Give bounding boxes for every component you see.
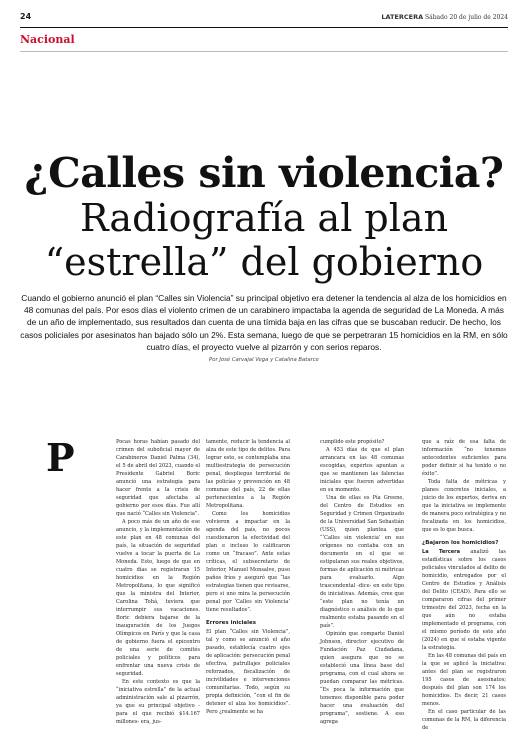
headline-line-1: ¿Calles sin violencia?	[24, 149, 504, 197]
masthead	[381, 13, 508, 21]
page-header	[20, 12, 508, 26]
subheading-bajaron-los-homicidios: ¿Bajaron los homicidios?	[422, 540, 499, 546]
paragraph: cumplido este propósito?	[320, 439, 385, 445]
paragraph: El plan “Calles sin Violencia”, tal y como se anunció el año pasado, establecía cuatro ejes de aplicación: persecución penal efectiva, patrullajes policiales reforzados, fiscalización de incivilidades e intervenciones comunitarias. Todo, según su propia definición, “con el fin de detener el alza los homicidios”. Pero ¿realmente se ha	[206, 629, 290, 715]
issue-date: Sábado 20 de julio de 2024	[425, 14, 508, 21]
paragraph: Como los homicidios volvieron a impactar en la agenda del país, no pocos cuestionaron la efectividad del plan e incluso lo calificaron como un “fracaso”. Ante estas críticas, el subsecretario de Interior, Manuel Monsalve, puso paños fríos y aseguró que “las estrategias tienen que revisarse, pero si uno mira la persecución penal por ‘Calles sin Violencia’ tiene resultados”.	[206, 511, 290, 613]
article-column-2	[206, 438, 290, 715]
headline	[20, 150, 508, 284]
header-divider	[20, 27, 508, 28]
section-label: Nacional	[20, 33, 75, 46]
paragraph: A 453 días de que el plan arrancara en las 48 comunas escogidas, expertos apuntan a que se mantienen las falencias iniciales que fueron advertidas en su momento.	[320, 447, 404, 493]
paragraph: tamente, reducir la tendencia al alza de este tipo de delitos. Para lograr esto, se contemplaba una multiestrategia de persecución penal, despliegue territorial de las policías y prevención en 48 comunas del país, 22 de ellas pertenecientes a la Región Metropolitana.	[206, 439, 290, 509]
section-divider	[20, 51, 508, 52]
article-column-1	[116, 438, 200, 725]
paragraph: En el caso particular de las comunas de la RM, la diferencia de	[422, 709, 506, 731]
headline-line-2: Radiografía al plan	[79, 196, 449, 240]
paragraph: A poco más de un año de ese anuncio, y la implementación de este plan en 48 comunas del país, la situación de seguridad vuelve a tocar la puerta de La Moneda. Esto, luego de que en cuatro días se registraran 15 homicidios en la Región Metropolitana, lo que significó que la ministra del Interior, Carolina Tohá, tuviera que interrumpir sus vacaciones. Boric debiera bajarse de la inauguración de los Juegos Olímpicos en París y que la casa de gobierno fuera el epicentro de una serie de comités policiales y políticos para enfrentar una nueva crisis de seguridad.	[116, 519, 200, 677]
publication-name: LATERCERA	[381, 13, 424, 21]
paragraph-text: analizó las estadísticas sobre los casos policiales vinculados al delito de homicidio, entregados por el Centro de Estudios y Análisis del Delito (CEAD). Para ello se compararon cifras del primer trimestre del 2023, fecha en la que aún no estaba implementado el programa, con el mismo período de este año (2024) en que sí estaba vigente la estrategia.	[422, 549, 506, 651]
paragraph: En las 48 comunas del país en la que se aplicó la iniciativa: antes del plan se registraron 195 casos de asesinatos; después del plan son 174 los homicidios. Es decir, 21 casos menos.	[422, 653, 506, 707]
lede-paragraph: Cuando el gobierno anunció el plan “Calles sin Violencia” su principal objetivo era detener la tendencia al alza de los homicidios en 48 comunas del país. Por esos días el violento crimen de un carabinero impactaba la agenda de seguridad de La Moneda. A más de un año de implementado, sus resultados dan cuenta de una tímida baja en las cifras que se buscaban reducir. De hecho, los casos policiales por asesinatos han bajado sólo un 2%. Esta semana, luego de que se perpetraran 15 homicidios en la RM, en sólo cuatro días, el proyecto vuelve al pizarrón y con serios reparos.	[20, 293, 508, 352]
paragraph: Pocas horas habían pasado del crimen del suboficial mayor de Carabineros Daniel Palma (34), el 5 de abril del 2023, cuando el Presidente Gabriel Boric anunció una estrategia para hacer frente a la crisis de seguridad que afectaba al gobierno por esos días. Fue allí que nació “Calles sin Violencia”.	[116, 439, 200, 517]
paragraph: Opinión que comparte Daniel Johnson, director ejecutivo de Fundación Paz Ciudadana, quien asegura que no se estableció una línea base del programa, con el cual ahora se puedan comparar las métricas. “Es poca la información que tenemos disponible para poder hacer una evaluación del programa”, sostiene. A eso agrega	[320, 631, 404, 725]
subheading-errores-iniciales: Errores iniciales	[206, 620, 257, 626]
article-body	[0, 435, 528, 731]
article-column-4	[422, 438, 506, 731]
drop-cap: P	[46, 435, 75, 480]
paragraph	[422, 548, 506, 652]
paragraph: que a raíz de esa falta de información “no tenemos antecedentes suficientes para poder definir si ha tenido o no éxito”.	[422, 439, 506, 477]
paragraph: Toda falta de métricas y planes concretos iniciales, a juicio de los expertos, deriva en que la iniciativa se implemente de manera poco estratégica y no focalizada en los homicidios, que es lo que busca.	[422, 479, 506, 533]
article-column-3	[320, 438, 404, 725]
paragraph: En este contexto es que la “iniciativa estrella” de la actual administración sale al pizarrón, ya que su principal objetivo -para el que recibió $14.167 millones- era, jus-	[116, 679, 200, 725]
headline-line-3: “estrella” del gobierno	[44, 240, 484, 284]
page-number: 24	[20, 12, 32, 21]
newspaper-name-inline: La Tercera	[422, 549, 461, 555]
paragraph: Una de ellas es Pía Greene, del Centro de Estudios en Seguridad y Crimen Organizado de la Universidad San Sebastián (USS), quien plantea que “‘Calles sin violencia’ en sus orígenes no contaba con un documento en el que se estipularan sus reales objetivos, formas de aplicación ni métricas para evaluarlo. Algo trascendental -dice- en este tipo de iniciativas. Además, cree que “este plan no tenía un diagnóstico o análisis de lo que realmente estaba pasando en el país”.	[320, 495, 404, 629]
byline: Por José Carvajal Vega y Catalina Batarce	[209, 357, 319, 363]
